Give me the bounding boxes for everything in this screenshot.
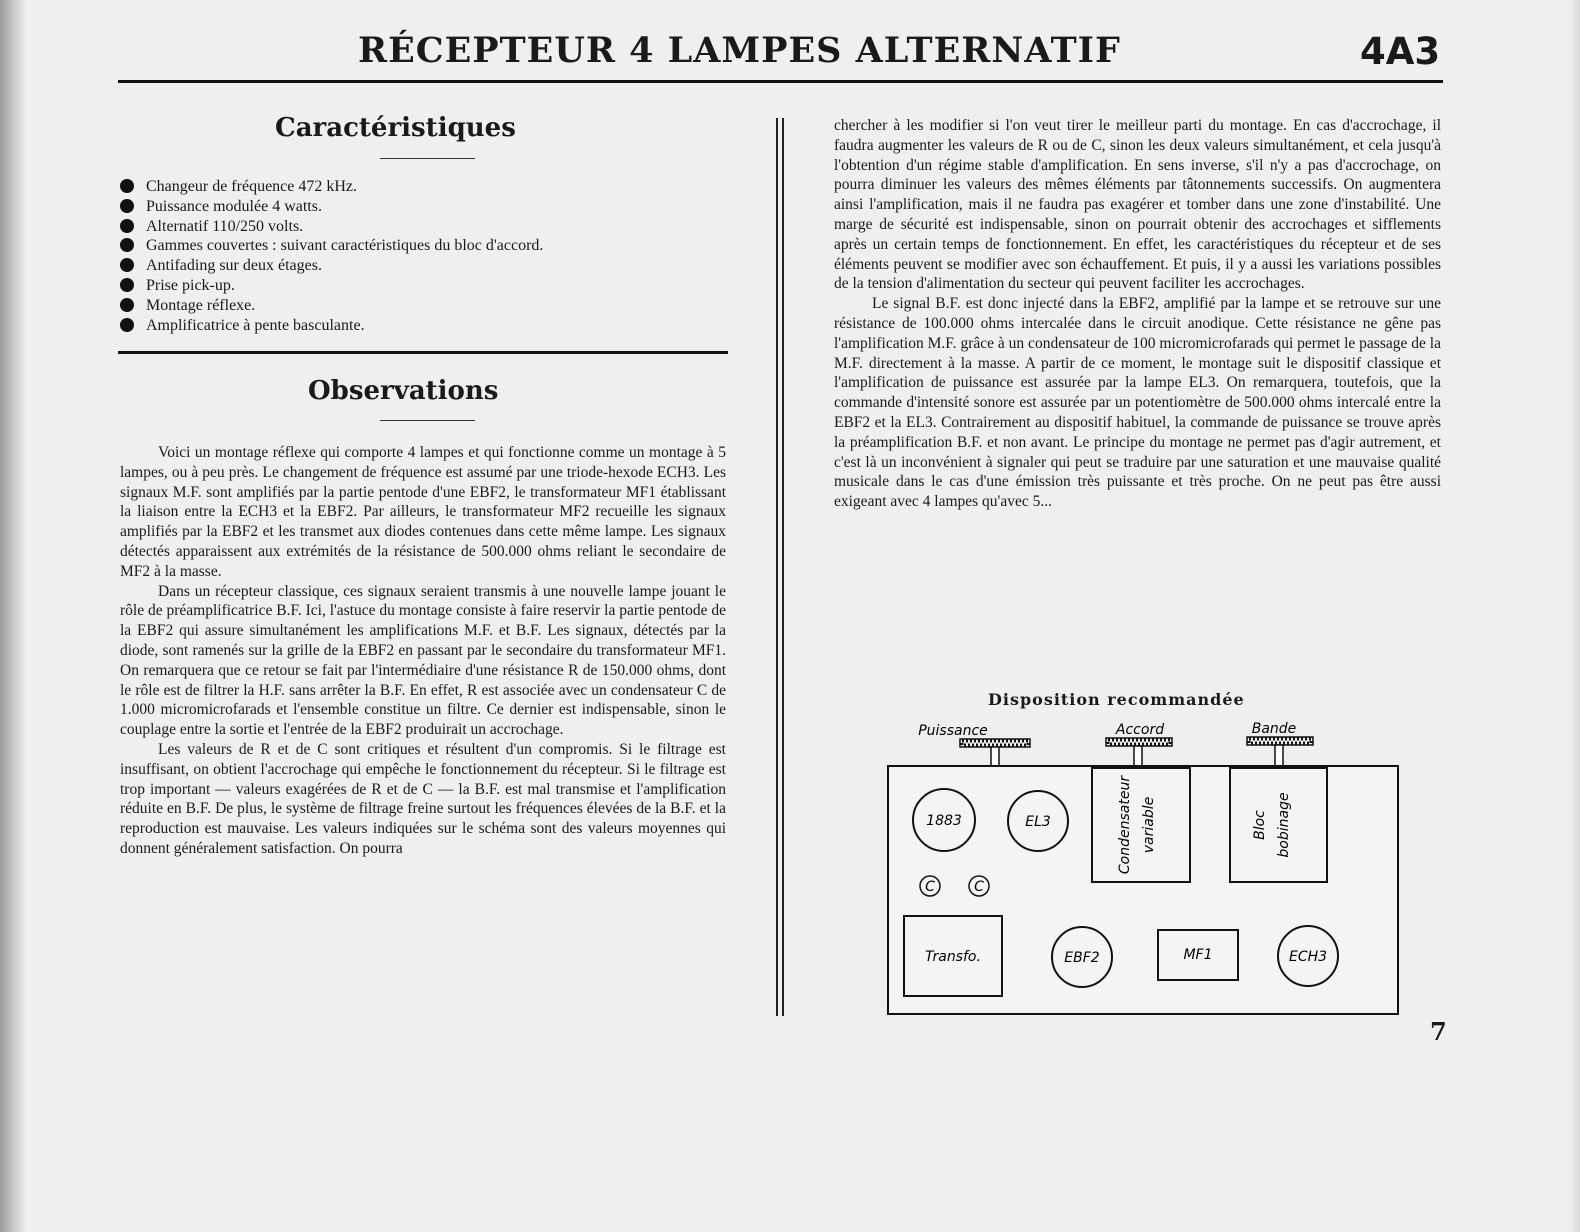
list-item: Puissance modulée 4 watts. — [120, 197, 720, 217]
bullet-icon — [120, 318, 134, 332]
variable-capacitor-label-1: Condensateur — [1117, 775, 1133, 875]
chassis-layout-diagram — [884, 720, 1404, 1020]
control-label-accord: Accord — [1115, 722, 1165, 738]
characteristics-list — [120, 177, 720, 335]
column-divider — [776, 118, 778, 1016]
list-item: Alternatif 110/250 volts. — [120, 217, 720, 237]
column-divider — [782, 118, 784, 1016]
paragraph: Le signal B.F. est donc injecté dans la EBF2, amplifié par la lampe et se retrouve sur une résistance de 100.000 ohms intercalée dans le circuit anodique. Cette résistance ne gêne pas l'amplification M.F. grâce à un condensateur de 100 micromicrofarads qui permet le passage de la M.F. directement à la masse. A partir de ce moment, le montage suit le dispositif classique et l'amplification de puissance est assurée par la lampe EL3. On remarquera, toutefois, que la commande d'intensité sonore est assurée par un potentiomètre de 500.000 ohms intercalé entre la EBF2 et la EL3. Contrairement au dispositif habituel, la commande de puissance se trouve après la préamplification B.F. et non avant. Le principe du montage ne permet pas d'agir autrement, et c'est là un inconvénient à signaler qui peut se traduire par une saturation et une mauvaise qualité musicale dans le cas d'une émission très puissante et très proche. On ne peut pas être aussi exigeant avec 4 lampes qu'avec 5... — [834, 295, 1441, 511]
list-item: Prise pick-up. — [120, 276, 720, 296]
list-item: Changeur de fréquence 472 kHz. — [120, 177, 720, 197]
coil-block-label-1: Bloc — [1252, 810, 1268, 840]
bullet-icon — [120, 238, 134, 252]
knob-accord — [1106, 738, 1172, 766]
list-item: Amplificatrice à pente basculante. — [120, 316, 720, 336]
tube-el3-label: EL3 — [1025, 814, 1051, 830]
page-title: RÉCEPTEUR 4 LAMPES ALTERNATIF — [358, 30, 1121, 71]
control-label-bande: Bande — [1251, 721, 1297, 737]
capacitor-c-2-label: C — [974, 879, 984, 895]
list-item: Montage réflexe. — [120, 296, 720, 316]
knob-puissance — [960, 739, 1030, 766]
capacitor-c-1-label: C — [925, 879, 935, 895]
variable-capacitor-label-2: variable — [1141, 796, 1157, 854]
tube-1883-label: 1883 — [926, 813, 962, 829]
header-rule — [118, 80, 1443, 83]
observations-left-column — [120, 443, 726, 859]
knob-bande — [1247, 737, 1313, 766]
bullet-icon — [120, 199, 134, 213]
bullet-icon — [120, 179, 134, 193]
list-item: Antifading sur deux étages. — [120, 256, 720, 276]
list-item: Gammes couvertes : suivant caractéristiques du bloc d'accord. — [120, 236, 720, 256]
scan-binding-edge — [0, 0, 26, 1232]
paragraph: chercher à les modifier si l'on veut tirer le meilleur parti du montage. En cas d'accrochage, il faudra augmenter les valeurs de R ou de C, sinon les deux valeurs simultanément, et cela jusqu'à l'obtention d'un régime stable d'amplification. En sens inverse, s'il n'y a pas d'accrochage, on pourra diminuer les valeurs des mêmes éléments par tâtonnements successifs. On augmentera ainsi l'amplification, mais il ne faudra pas exagérer et tomber dans une zone d'instabilité. Une marge de sécurité est indispensable, sinon on pourrait obtenir des accrochages et sifflements après un certain temps de fonctionnement. En effet, les caractéristiques du récepteur et de ses éléments peuvent se modifier avec son échauffement. Et puis, il y a aussi les variations possibles de la tension d'alimentation du secteur qui peuvent faciliter les accrochages. — [834, 117, 1441, 293]
scan-right-edge — [1570, 0, 1580, 1232]
bullet-icon — [120, 298, 134, 312]
characteristics-underline — [380, 158, 475, 159]
paragraph: Dans un récepteur classique, ces signaux seraient transmis à une nouvelle lampe jouant le rôle de préamplificatrice B.F. Ici, l'astuce du montage consiste à faire reservir la partie pentode de la EBF2 qui assure simultanément les amplifications M.F. et B.F. Les signaux, détectés par la diode, sont ramenés sur la grille de la EBF2 en passant par le secondaire du transformateur MF1. On remarquera que ce retour se fait par l'intermédiaire d'une résistance R de 150.000 ohms, dont le rôle est de filtrer la H.F. sans arrêter la B.F. En effet, R est associée avec un condensateur C de 1.000 micromicrofarads et l'ensemble constitue un filtre. Ce dernier est indispensable, sinon le couplage entre la sortie et l'entrée de la EBF2 produirait un accrochage. — [120, 582, 726, 739]
bullet-icon — [120, 278, 134, 292]
observations-heading: Observations — [308, 376, 499, 406]
coil-block-label-2: bobinage — [1276, 792, 1292, 858]
page-number: 7 — [1430, 1017, 1447, 1046]
paragraph: Voici un montage réflexe qui comporte 4 lampes et qui fonctionne comme un montage à 5 lampes, ou à peu près. Le changement de fréquence est assumé par une triode-hexode ECH3. Les signaux M.F. sont amplifiés par la partie pentode d'une EBF2, le transformateur MF1 établissant la liaison entre la ECH3 et la EBF2. Par ailleurs, le transformateur MF2 recueille les signaux amplifiés par la EBF2 et les transmet aux diodes contenues dans cette même lampe. Les signaux détectés apparaissent aux extrémités de la résistance de 500.000 ohms reliant le secondaire de MF2 à la masse. — [120, 444, 726, 580]
bullet-icon — [120, 219, 134, 233]
observations-underline — [380, 420, 475, 421]
observations-right-column — [834, 116, 1441, 512]
tube-ebf2-label: EBF2 — [1064, 950, 1100, 966]
transformer-label: Transfo. — [925, 949, 981, 965]
diagram-title: Disposition recommandée — [988, 690, 1245, 709]
control-label-puissance: Puissance — [918, 723, 988, 739]
model-reference: 4A3 — [1360, 30, 1441, 73]
paragraph: Les valeurs de R et de C sont critiques et résultent d'un compromis. Si le filtrage est insuffisant, on obtient l'accrochage qui empêche le fonctionnement du récepteur. Si le filtrage est trop important — valeurs exagérées de R et de C — la B.F. est mal transmise et l'amplification réduite en B.F. De plus, le système de filtrage freine surtout les fréquences élevées de la B.F. et la reproduction est mauvaise. Les valeurs indiquées sur le schéma sont des valeurs moyennes qui donnent généralement satisfaction. On pourra — [120, 740, 726, 857]
bullet-icon — [120, 258, 134, 272]
section-separator — [118, 351, 728, 354]
tube-ech3-label: ECH3 — [1288, 949, 1328, 965]
mf1-label: MF1 — [1183, 947, 1213, 963]
characteristics-heading: Caractéristiques — [275, 113, 516, 143]
